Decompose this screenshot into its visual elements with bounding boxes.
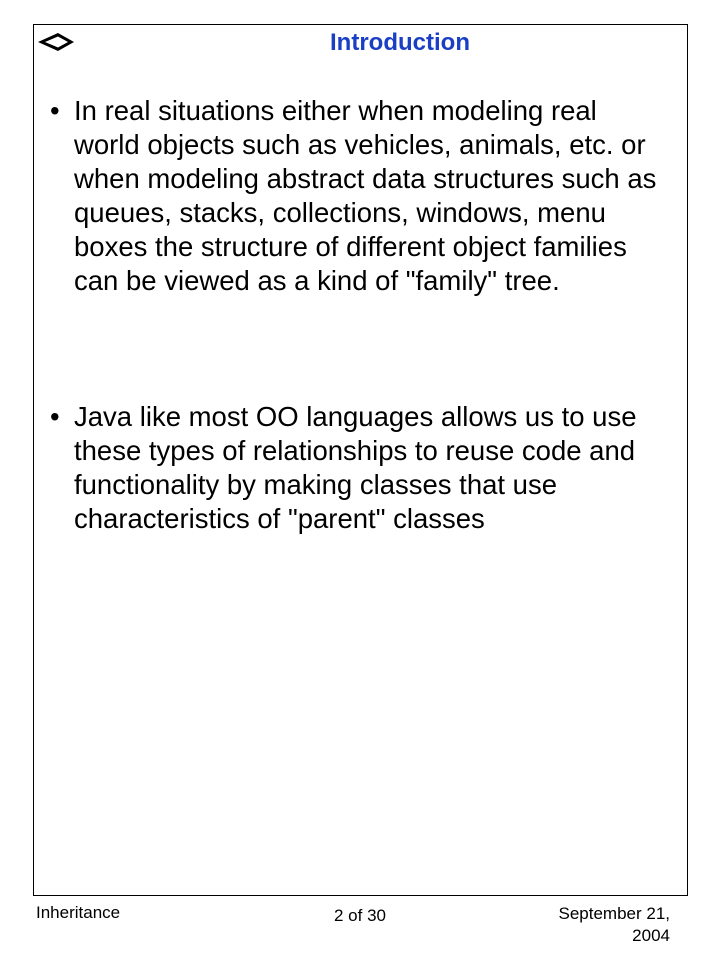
bullet-item-java-reuse <box>50 400 670 536</box>
bullet-text: In real situations either when modeling real world objects such as vehicles, animals, etc. or when modeling abstract data structures such as queues, stacks, collections, windows, menu boxes the structure of different object families can be viewed as a kind of "family" tree. <box>74 95 657 296</box>
footer-date <box>470 903 670 947</box>
bullet-item-inheritance-intro <box>50 94 670 298</box>
footer-date-line1: September 21, <box>558 904 670 923</box>
slide-title: Introduction <box>330 29 470 56</box>
footer-topic: Inheritance <box>36 903 121 922</box>
footer-date-line2: 2004 <box>632 926 670 945</box>
page-number: 2 of 30 <box>334 906 386 925</box>
bullet-dot: • <box>50 401 60 432</box>
bullet-list <box>50 94 670 536</box>
bullet-dot: • <box>50 95 60 126</box>
bullet-text: Java like most OO languages allows us to use these types of relationships to reuse code and functionality by making classes that use characteristics of "parent" classes <box>74 401 637 534</box>
